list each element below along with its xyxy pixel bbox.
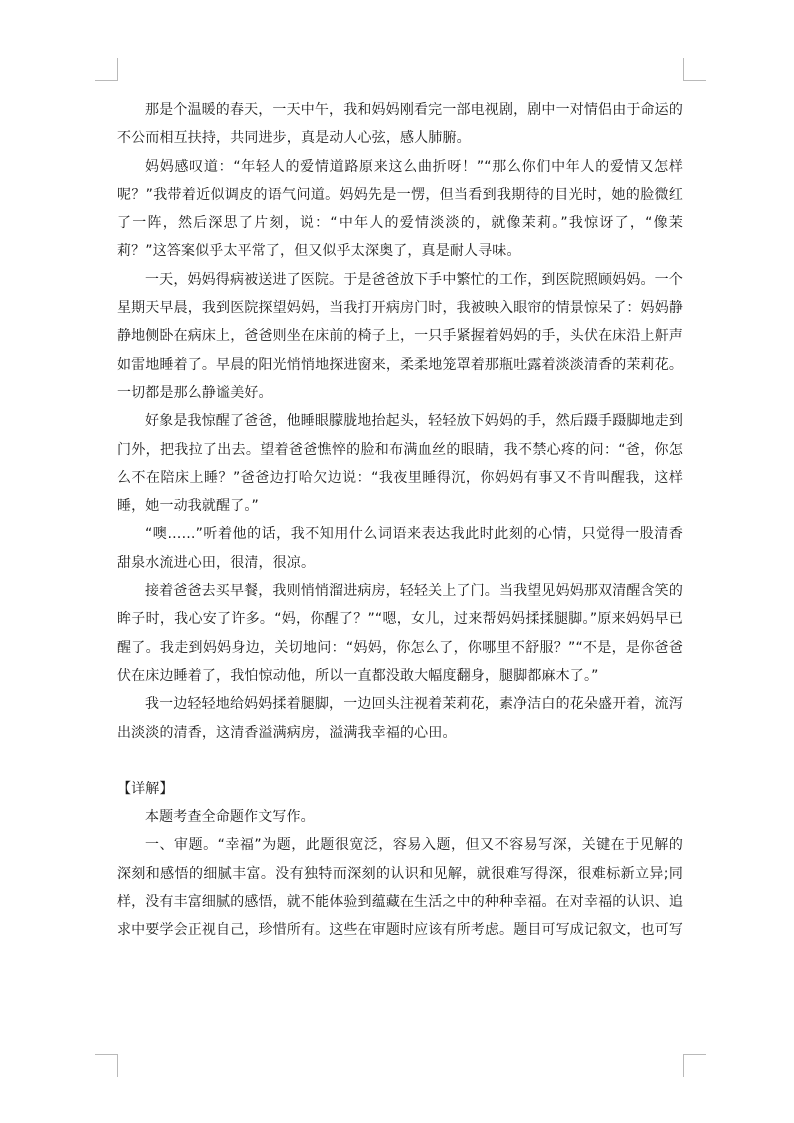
essay-paragraph-1: 那是个温暖的春天，一天中午，我和妈妈刚看完一部电视剧，剧中一对情侣由于命运的不公而相互扶持，共同进步，真是动人心弦，感人肺腑。 bbox=[117, 102, 683, 147]
document-body bbox=[117, 96, 683, 945]
page-corner-mark-top-left bbox=[95, 58, 118, 81]
page-corner-mark-bottom-left bbox=[95, 1054, 118, 1077]
section-spacer bbox=[117, 747, 683, 775]
explanation-paragraph-2: 一、审题。“幸福”为题，此题很宽泛，容易入题，但又不容易写深，关键在于见解的深刻和感悟的细腻丰富。没有独特而深刻的认识和见解，就很难写得深，很难标新立异;同样，没有丰富细腻的感悟，就不能体验到蕴藏在生活之中的种种幸福。在对幸福的认识、追求中要学会正视自己，珍惜所有。这些在审题时应该有所考虑。题目可写成记叙文，也可写 bbox=[117, 837, 683, 939]
essay-paragraph-7: 我一边轻轻地给妈妈揉着腿脚，一边回头注视着茉莉花，素净洁白的花朵盛开着，流泻出淡淡的清香，这清香溢满病房，溢满我幸福的心田。 bbox=[117, 696, 683, 741]
explanation-paragraph-1: 本题考查全命题作文写作。 bbox=[145, 809, 315, 826]
essay-paragraph-5: “噢……”听着他的话，我不知用什么词语来表达我此时此刻的心情，只觉得一股清香甜泉水流进心田，很清，很凉。 bbox=[117, 526, 683, 571]
essay-paragraph-3: 一天，妈妈得病被送进了医院。于是爸爸放下手中繁忙的工作，到医院照顾妈妈。一个星期天早晨，我到医院探望妈妈，当我打开病房门时，我被映入眼帘的情景惊呆了：妈妈静静地侧卧在病床上，爸爸则坐在床前的椅子上，一只手紧握着妈妈的手，头伏在床沿上鼾声如雷地睡着了。早晨的阳光悄悄地探进窗来，柔柔地笼罩着那瓶吐露着淡淡清香的茉莉花。一切都是那么静谧美好。 bbox=[117, 271, 683, 401]
essay-paragraph-6: 接着爸爸去买早餐，我则悄悄溜进病房，轻轻关上了门。当我望见妈妈那双清醒含笑的眸子时，我心安了许多。“妈，你醒了？”“嗯，女儿，过来帮妈妈揉揉腿脚。”原来妈妈早已醒了。我走到妈妈身边，关切地问：“妈妈，你怎么了，你哪里不舒服？”“不是，是你爸爸伏在床边睡着了，我怕惊动他，所以一直都没敢大幅度翻身，腿脚都麻木了。” bbox=[117, 583, 683, 684]
essay-paragraph-4: 好象是我惊醒了爸爸，他睡眼朦胧地抬起头，轻轻放下妈妈的手，然后蹑手蹑脚地走到门外，把我拉了出去。望着爸爸憔悴的脸和布满血丝的眼睛，我不禁心疼的问：“爸，你怎么不在陪床上睡？”爸爸边打哈欠边说：“我夜里睡得沉，你妈妈有事又不肯叫醒我，这样睡，她一动我就醒了。” bbox=[117, 413, 683, 515]
page-corner-mark-bottom-right bbox=[683, 1054, 706, 1077]
essay-paragraph-2: 妈妈感叹道：“年轻人的爱情道路原来这么曲折呀！”“那么你们中年人的爱情又怎样呢？”我带着近似调皮的语气问道。妈妈先是一愣，但当看到我期待的目光时，她的脸微红了一阵，然后深思了片刻，说：“中年人的爱情淡淡的，就像茉莉。”我惊讶了，“像茉莉？”这答案似乎太平常了，但又似乎太深奥了，真是耐人寻味。 bbox=[117, 158, 683, 260]
explanation-heading: 【详解】 bbox=[117, 780, 174, 797]
page-corner-mark-top-right bbox=[683, 58, 706, 81]
